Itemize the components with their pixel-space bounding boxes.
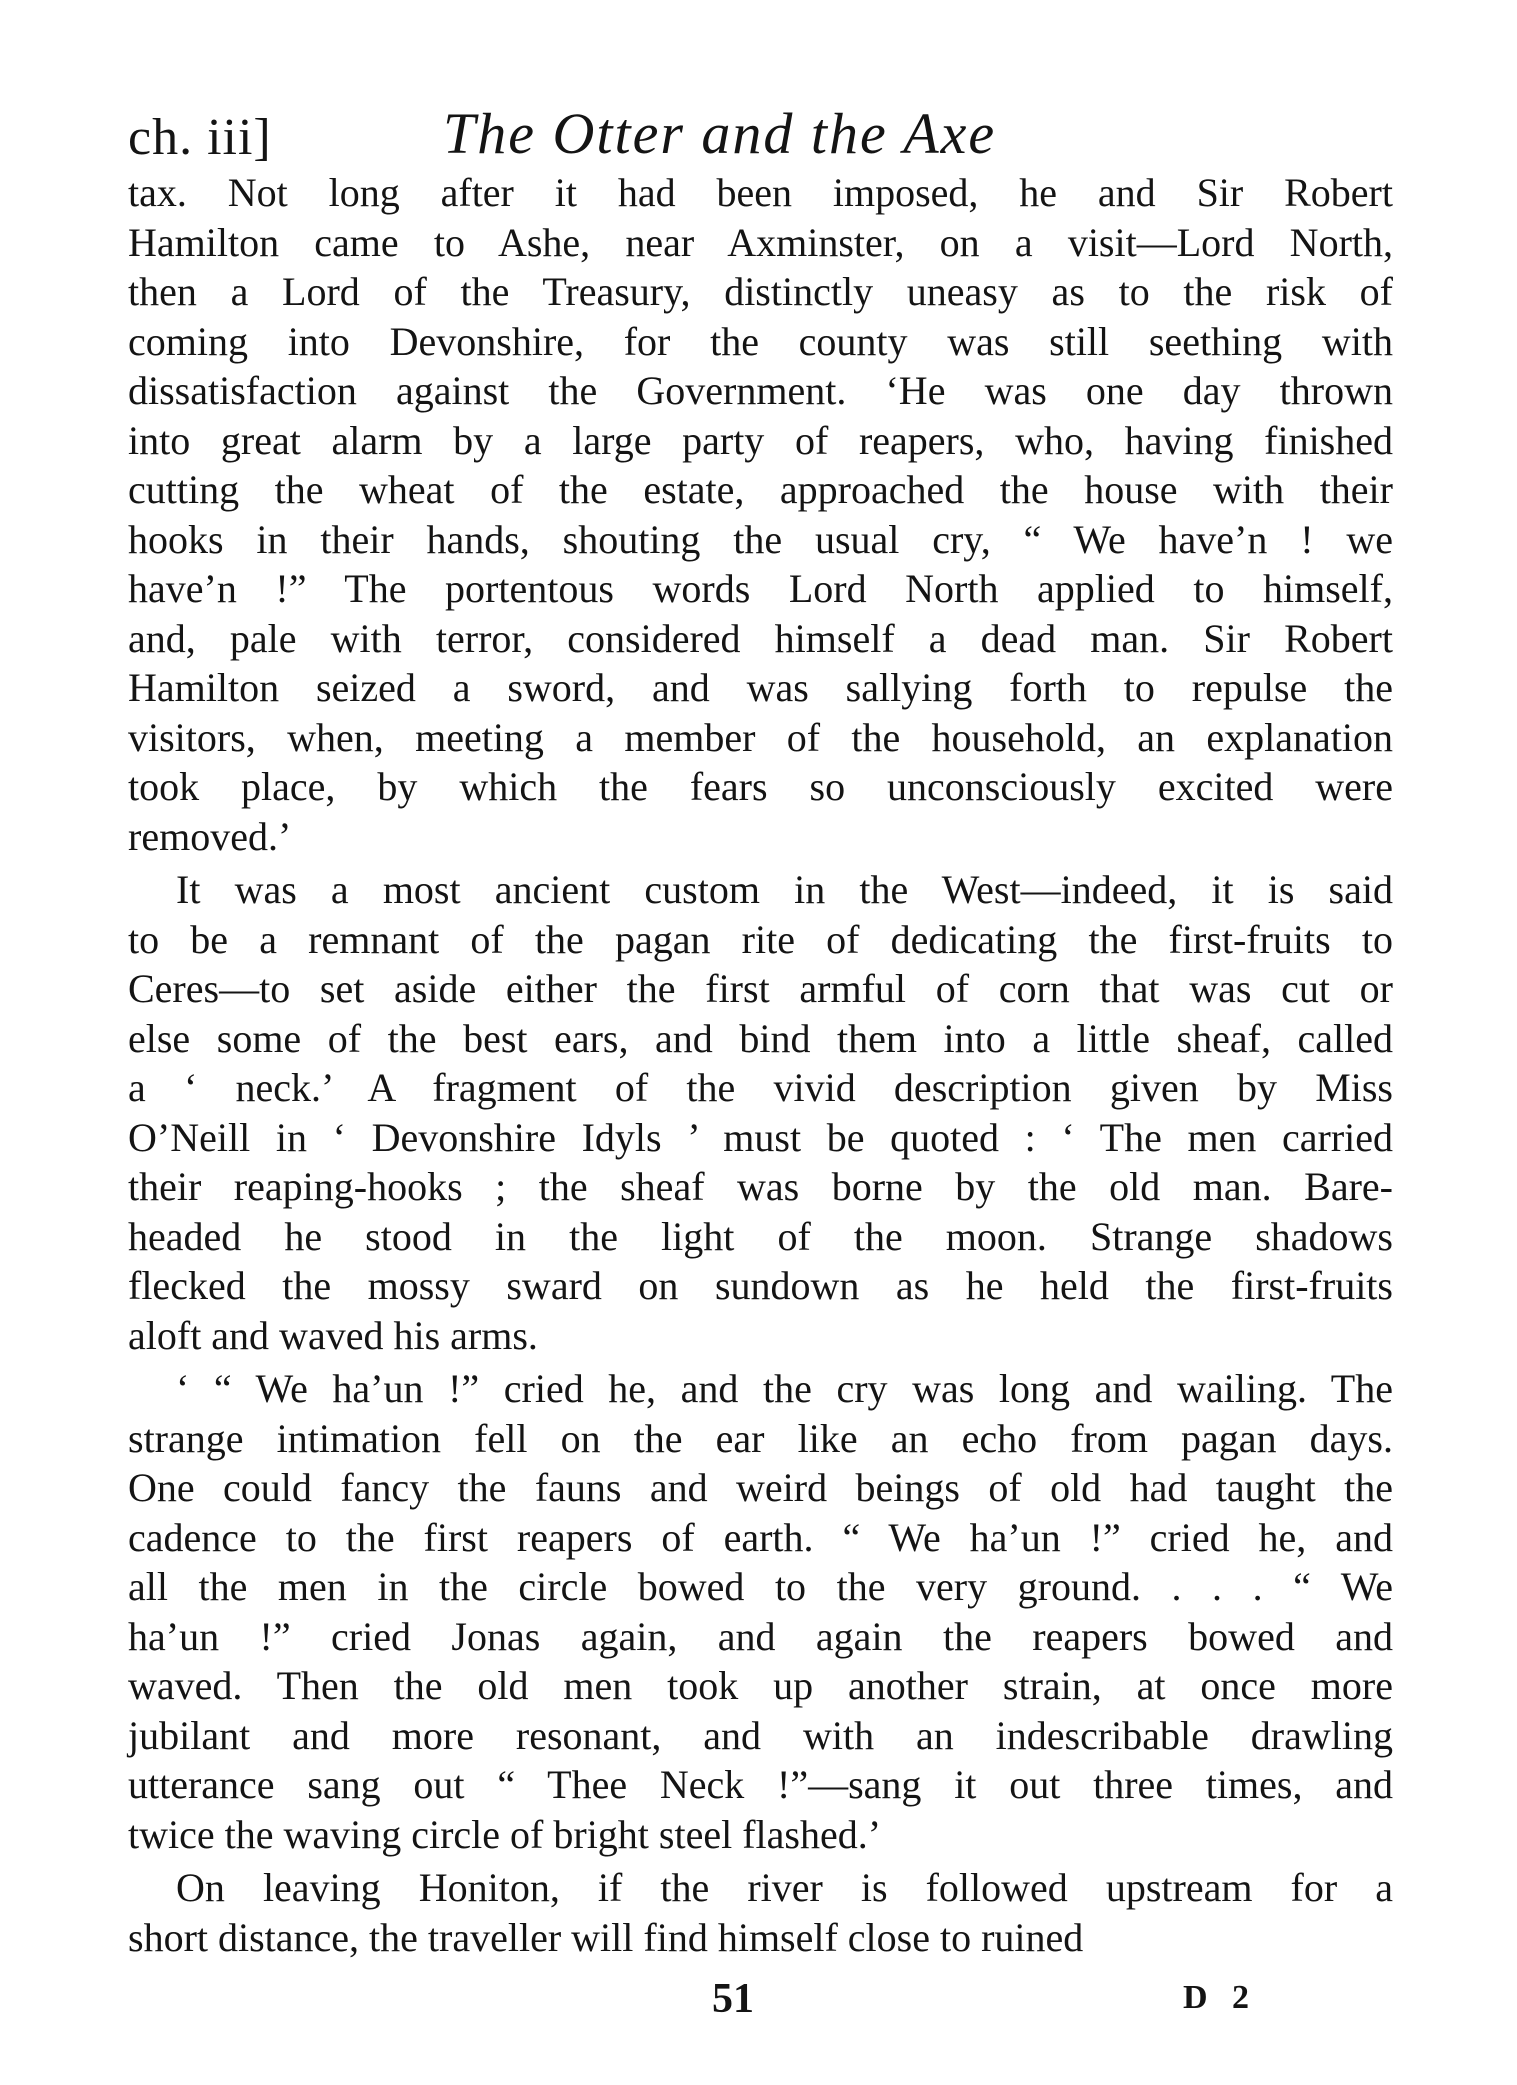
text-line: cutting the wheat of the estate, approached the house with their — [128, 467, 1393, 512]
text-line: to be a remnant of the pagan rite of dedicating the first-fruits to — [128, 916, 1393, 962]
text-line: One could fancy the fauns and weird beings of old had taught the — [128, 1465, 1393, 1510]
paragraph — [128, 1364, 1393, 1859]
text-line: ha’un !” cried Jonas again, and again the reapers bowed and — [128, 1613, 1393, 1659]
text-line: headed he stood in the light of the moon. Strange shadows — [128, 1213, 1393, 1259]
text-line: jubilant and more resonant, and with an indescribable drawling — [128, 1712, 1393, 1758]
text-line: ‘ “ We ha’un !” cried he, and the cry was long and wailing. The — [176, 1366, 1393, 1411]
text-line: else some of the best ears, and bind them into a little sheaf, called — [128, 1015, 1393, 1061]
text-line: utterance sang out “ Thee Neck !”—sang it out three times, and — [128, 1762, 1393, 1807]
text-line: flecked the mossy sward on sundown as he held the first-fruits — [128, 1263, 1393, 1308]
paragraph — [128, 168, 1393, 861]
text-line: O’Neill in ‘ Devonshire Idyls ’ must be quoted : ‘ The men carried — [128, 1114, 1393, 1160]
text-line: On leaving Honiton, if the river is followed upstream for a — [176, 1865, 1393, 1910]
text-line: all the men in the circle bowed to the very ground. . . . “ We — [128, 1564, 1393, 1609]
signature-mark: D 2 — [1183, 1979, 1258, 2016]
chapter-reference: ch. iii] — [128, 109, 272, 166]
page-number: 51 — [712, 1976, 754, 2022]
text-line: Hamilton came to Ashe, near Axminster, on a visit—Lord North, — [128, 219, 1393, 265]
text-line: their reaping-hooks ; the sheaf was borne by the old man. Bare- — [128, 1164, 1393, 1209]
page-footer — [0, 1975, 1517, 2035]
text-line: Ceres—to set aside either the first armful of corn that was cut or — [128, 966, 1393, 1011]
paragraph — [128, 865, 1393, 1360]
paragraph — [128, 1863, 1393, 1962]
running-title: The Otter and the Axe — [443, 101, 997, 166]
text-line: and, pale with terror, considered himself a dead man. Sir Robert — [128, 615, 1393, 661]
text-line: then a Lord of the Treasury, distinctly uneasy as to the risk of — [128, 269, 1393, 314]
text-line: a ‘ neck.’ A fragment of the vivid description given by Miss — [128, 1065, 1393, 1110]
text-line: short distance, the traveller will find himself close to ruined — [128, 1914, 1084, 1960]
text-line: It was a most ancient custom in the West—indeed, it is said — [176, 867, 1393, 912]
text-line: dissatisfaction against the Government. ‘He was one day thrown — [128, 368, 1393, 413]
text-line: removed.’ — [128, 813, 292, 859]
text-line: visitors, when, meeting a member of the household, an explanation — [128, 714, 1393, 760]
text-line: took place, by which the fears so unconsciously excited were — [128, 764, 1393, 809]
text-line: cadence to the first reapers of earth. “ We ha’un !” cried he, and — [128, 1514, 1393, 1560]
text-line: have’n !” The portentous words Lord North applied to himself, — [128, 566, 1393, 611]
text-line: strange intimation fell on the ear like an echo from pagan days. — [128, 1415, 1393, 1461]
text-line: aloft and waved his arms. — [128, 1312, 538, 1358]
text-line: waved. Then the old men took up another strain, at once more — [128, 1663, 1393, 1708]
text-line: hooks in their hands, shouting the usual cry, “ We have’n ! we — [128, 516, 1393, 562]
text-line: coming into Devonshire, for the county was still seething with — [128, 318, 1393, 364]
text-line: twice the waving circle of bright steel flashed.’ — [128, 1811, 882, 1857]
body-text — [128, 168, 1393, 1966]
text-line: into great alarm by a large party of reapers, who, having finished — [128, 417, 1393, 463]
text-line: Hamilton seized a sword, and was sallying forth to repulse the — [128, 665, 1393, 710]
text-line: tax. Not long after it had been imposed, he and Sir Robert — [128, 170, 1393, 215]
